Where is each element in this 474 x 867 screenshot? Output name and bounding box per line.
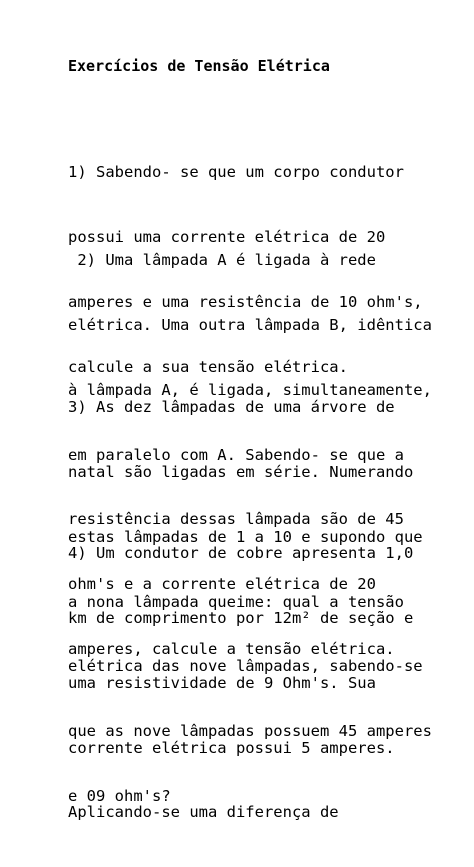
exercise-2-line: ohm's e a corrente elétrica de 20: [68, 575, 376, 594]
exercise-4-line: Aplicando-se uma diferença de: [68, 803, 339, 822]
exercise-1-line: amperes e uma resistência de 10 ohm's,: [68, 292, 423, 311]
exercise-3-line: a nona lâmpada queime: qual a tensão: [68, 592, 404, 611]
exercise-3-line: 3) As dez lâmpadas de uma árvore de: [68, 398, 395, 417]
exercise-3-line: que as nove lâmpadas possuem 45 amperes: [68, 722, 432, 741]
exercise-2-line: à lâmpada A, é ligada, simultaneamente,: [68, 380, 432, 399]
exercise-4-line: uma resistividade de 9 Ohm's. Sua: [68, 673, 376, 692]
exercise-1-line: 1) Sabendo- se que um corpo condutor: [68, 163, 404, 182]
exercise-2-line: em paralelo com A. Sabendo- se que a: [68, 445, 404, 464]
exercise-4-line: corrente elétrica possui 5 amperes.: [68, 738, 395, 757]
exercise-3-line: natal são ligadas em série. Numerando: [68, 462, 414, 481]
exercise-1-line: possui uma corrente elétrica de 20: [68, 227, 386, 246]
exercise-3-line: e 09 ohm's?: [68, 786, 171, 805]
exercise-1-line: calcule a sua tensão elétrica.: [68, 357, 348, 376]
exercise-2-line: resistência dessas lâmpada são de 45: [68, 510, 404, 529]
exercise-2-line: elétrica. Uma outra lâmpada B, idêntica: [68, 315, 432, 334]
exercise-2-line: 2) Uma lâmpada A é ligada à rede: [68, 251, 376, 270]
exercise-4: [68, 500, 413, 867]
exercise-3-line: estas lâmpadas de 1 a 10 e supondo que: [68, 527, 423, 546]
exercise-4-line: km de comprimento por 12m² de seção e: [68, 608, 414, 627]
exercise-4-line: 4) Um condutor de cobre apresenta 1,0: [68, 544, 414, 563]
exercise-2-line: amperes, calcule a tensão elétrica.: [68, 639, 395, 658]
exercise-3-line: elétrica das nove lâmpadas, sabendo-se: [68, 657, 423, 676]
document-title: Exercícios de Tensão Elétrica: [68, 57, 330, 75]
